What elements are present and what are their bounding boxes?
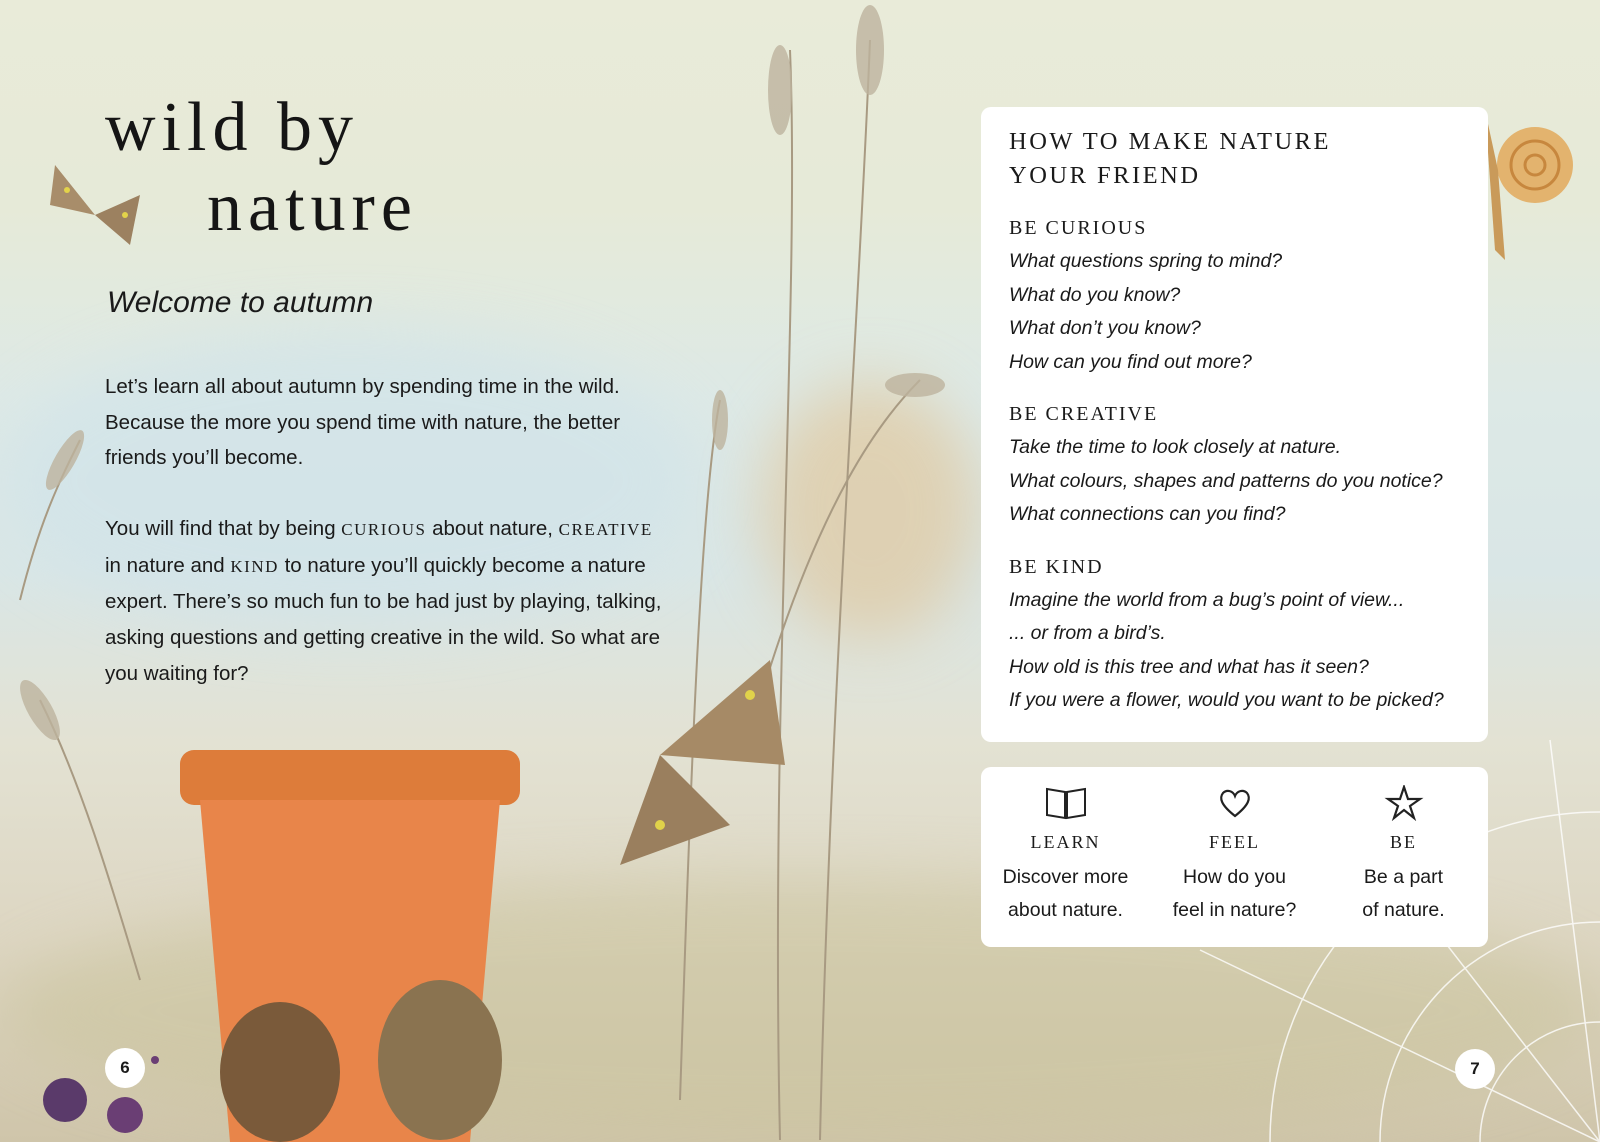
list-item: How old is this tree and what has it seen? (1009, 655, 1369, 678)
list-item: What do you know? (1009, 283, 1181, 306)
section-creative (1009, 397, 1460, 532)
text: about nature. (1008, 899, 1123, 921)
box-title-line-1: HOW TO MAKE NATURE (1009, 128, 1331, 155)
text: How do you (1183, 866, 1286, 888)
text: in nature and (105, 553, 231, 577)
section-heading: BE CURIOUS (1009, 217, 1148, 239)
snail-illustration (1480, 110, 1580, 290)
box-title-line-2: YOUR FRIEND (1009, 162, 1201, 189)
pillar-label: FEEL (1209, 832, 1260, 852)
pillar-description (1324, 861, 1484, 927)
text: Be a part (1363, 866, 1444, 888)
heart-icon (1213, 785, 1257, 821)
title-line-1: wild by (105, 89, 359, 166)
pillar-learn (986, 785, 1146, 947)
text: feel in nature? (1172, 899, 1297, 921)
body-paragraph (105, 511, 665, 692)
section-heading: BE KIND (1009, 555, 1104, 578)
creative-keyword: CREATIVE (558, 520, 653, 539)
pillar-description (986, 861, 1146, 927)
nature-friend-box (981, 107, 1488, 742)
pillars-box (981, 767, 1488, 947)
kind-keyword: KIND (230, 556, 279, 576)
text: You will find that by being (105, 517, 342, 540)
intro-paragraph: Let’s learn all about autumn by spending time in the wild. Because the more you spend time with nature, the better friends you’ll become. (105, 375, 621, 470)
list-item: ... or from a bird’s. (1009, 622, 1166, 644)
section-heading: BE CREATIVE (1009, 403, 1159, 425)
pillar-label: BE (1389, 832, 1417, 852)
text: to nature you’ll quickly become a nature expert. There’s so much fun to be had just by playing, talking, asking questions and getting creative in the wild. So what are you waiting for? (105, 553, 662, 685)
page-number-right: 7 (1455, 1049, 1495, 1089)
title-line-2: nature (207, 169, 418, 246)
text: of nature. (1362, 899, 1445, 921)
blackberries-illustration (40, 1030, 160, 1142)
curious-keyword: CURIOUS (341, 520, 427, 539)
list-item: What connections can you find? (1009, 503, 1286, 525)
pillar-be (1324, 785, 1484, 947)
book-icon (1044, 785, 1088, 821)
list-item: Imagine the world from a bug’s point of view... (1009, 588, 1405, 611)
pillar-feel (1155, 785, 1315, 947)
text: Discover more (1002, 866, 1129, 888)
moth-illustration (45, 155, 145, 255)
pillar-label: LEARN (1030, 832, 1101, 852)
list-item: Take the time to look closely at nature. (1009, 436, 1342, 458)
subtitle: Welcome to autumn (107, 286, 374, 319)
flower-pot-illustration (180, 750, 520, 1142)
text: about nature, (426, 517, 559, 540)
pillar-description (1155, 861, 1315, 927)
page-number-left: 6 (105, 1048, 145, 1088)
section-kind (1009, 550, 1460, 718)
list-item: How can you find out more? (1009, 350, 1252, 373)
section-curious (1009, 211, 1460, 379)
list-item: What don’t you know? (1009, 317, 1201, 339)
list-item: If you were a flower, would you want to be picked? (1009, 689, 1444, 711)
list-item: What colours, shapes and patterns do you notice? (1009, 469, 1443, 492)
list-item: What questions spring to mind? (1009, 250, 1283, 272)
star-icon (1382, 785, 1426, 821)
